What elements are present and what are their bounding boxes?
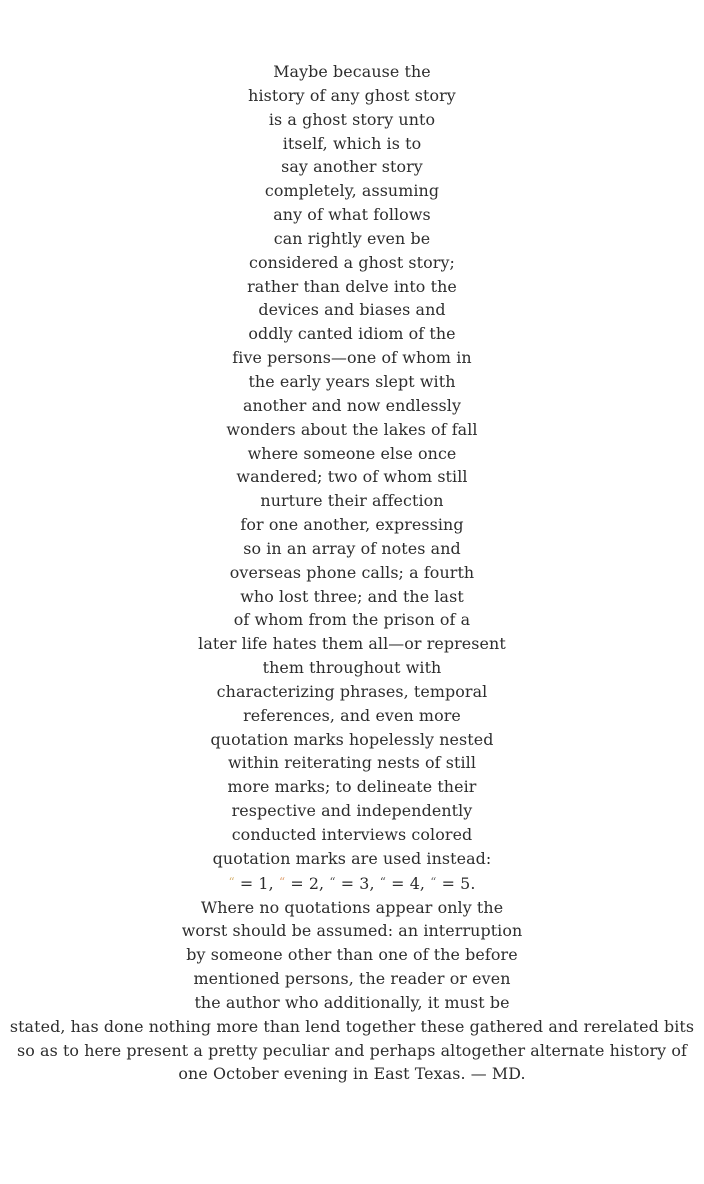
text-line: for one another, expressing [240, 515, 464, 535]
legend-label-1: = 1, [234, 873, 274, 893]
quotation-mark-1: “ [228, 874, 235, 889]
quotation-mark-3: “ [329, 874, 336, 889]
text-line: Maybe because the [273, 62, 431, 81]
text-line: overseas phone calls; a fourth [229, 562, 475, 582]
quotation-mark-4: “ [379, 874, 387, 889]
legend-label-3: = 3, [335, 873, 375, 893]
intro-note [0, 60, 704, 1086]
text-line: nurture their affection [260, 491, 444, 511]
text-line: later life hates them all—or represent [198, 634, 506, 654]
text-line: references, and even more [243, 705, 461, 725]
text-line: five persons—one of whom in [232, 348, 472, 368]
text-line: mentioned persons, the reader or even [193, 969, 511, 989]
text-line: by someone other than one of the before [186, 945, 518, 965]
text-line: who lost three; and the last [240, 586, 464, 606]
quotation-mark-2: “ [278, 874, 286, 889]
text-line: itself, which is to [282, 133, 422, 153]
text-line: where someone else once [247, 443, 457, 463]
text-line: devices and biases and [258, 300, 446, 320]
text-line: within reiterating nests of still [227, 753, 477, 773]
text-line: of whom from the prison of a [233, 610, 471, 630]
text-line: history of any ghost story [248, 85, 456, 105]
legend-label-4: = 4, [386, 873, 426, 893]
text-line: so as to here present a pretty peculiar and perhaps altogether alternate history of [17, 1040, 687, 1060]
text-line: quotation marks are used instead: [212, 848, 492, 868]
text-line: say another story [281, 157, 423, 177]
signature-line: one October evening in East Texas. — MD. [178, 1064, 526, 1084]
text-line: can rightly even be [273, 228, 431, 248]
legend-label-2: = 2, [285, 873, 325, 893]
text-line: more marks; to delineate their [227, 777, 477, 797]
text-line: rather than delve into the [247, 276, 457, 296]
text-line: respective and independently [231, 801, 473, 821]
text-line: characterizing phrases, temporal [216, 681, 488, 701]
text-line: the author who additionally, it must be [194, 992, 510, 1012]
text-line: another and now endlessly [242, 395, 462, 415]
text-line: any of what follows [273, 205, 431, 225]
text-line: quotation marks hopelessly nested [210, 729, 494, 749]
text-line: completely, assuming [264, 181, 440, 201]
text-line: wandered; two of whom still [236, 467, 468, 487]
text-line: stated, has done nothing more than lend together these gathered and rerelated bits [9, 1016, 695, 1036]
text-line: so in an array of notes and [243, 538, 461, 558]
legend-label-5: = 5. [436, 873, 476, 893]
quotation-color-legend [0, 871, 704, 896]
text-line: is a ghost story unto [268, 109, 436, 129]
text-line: oddly canted idiom of the [248, 324, 456, 344]
text-line: them throughout with [262, 658, 442, 678]
text-line: the early years slept with [248, 371, 456, 391]
quotation-mark-5: “ [430, 874, 437, 889]
text-line: Where no quotations appear only the [200, 897, 504, 917]
text-line: considered a ghost story; [249, 252, 455, 272]
text-line: wonders about the lakes of fall [226, 419, 478, 439]
text-line: conducted interviews colored [231, 825, 473, 844]
text-line: worst should be assumed: an interruption [181, 921, 523, 941]
